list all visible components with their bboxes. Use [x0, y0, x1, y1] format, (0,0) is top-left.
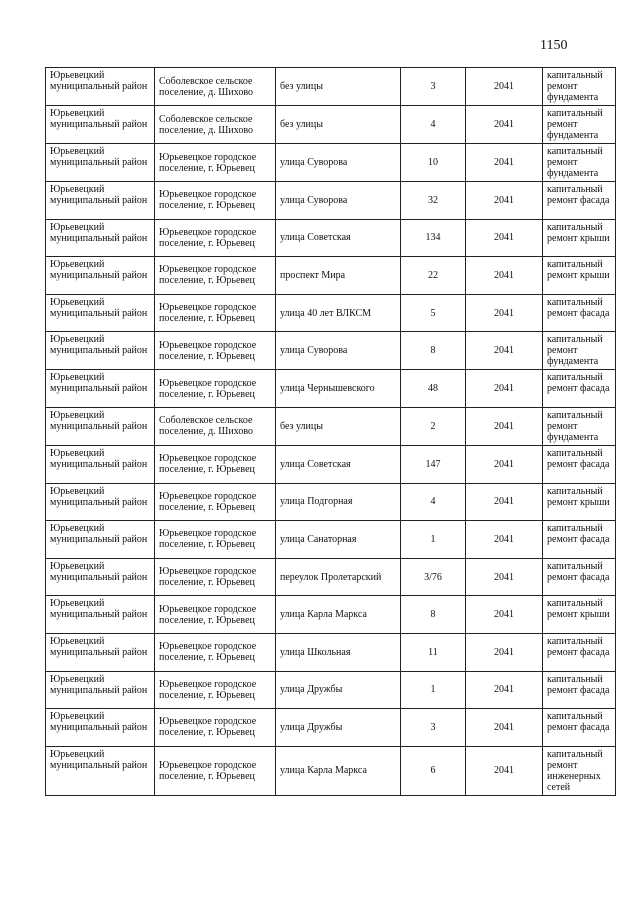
year-cell: 2041 [466, 596, 543, 634]
work-type-cell: капитальный ремонт фундамента [543, 332, 616, 370]
table-row [46, 182, 616, 220]
street-cell: проспект Мира [276, 257, 401, 295]
house-number-cell: 3 [401, 68, 466, 106]
work-type-cell: капитальный ремонт инженерных сетей [543, 746, 616, 795]
table-row [46, 257, 616, 295]
district-cell: Юрьевецкий муниципальный район [46, 521, 155, 559]
district-cell: Юрьевецкий муниципальный район [46, 106, 155, 144]
work-type-cell: капитальный ремонт фасада [543, 445, 616, 483]
street-cell: переулок Пролетарский [276, 558, 401, 596]
year-cell: 2041 [466, 257, 543, 295]
table-row [46, 671, 616, 709]
street-cell: улица Карла Маркса [276, 596, 401, 634]
district-cell: Юрьевецкий муниципальный район [46, 558, 155, 596]
street-cell: улица 40 лет ВЛКСМ [276, 294, 401, 332]
year-cell: 2041 [466, 332, 543, 370]
street-cell: улица Суворова [276, 182, 401, 220]
settlement-cell: Юрьевецкое городское поселение, г. Юрьевец [155, 144, 276, 182]
settlement-cell: Юрьевецкое городское поселение, г. Юрьевец [155, 671, 276, 709]
work-type-cell: капитальный ремонт фундамента [543, 106, 616, 144]
settlement-cell: Юрьевецкое городское поселение, г. Юрьевец [155, 294, 276, 332]
year-cell: 2041 [466, 633, 543, 671]
house-number-cell: 147 [401, 445, 466, 483]
settlement-cell: Юрьевецкое городское поселение, г. Юрьевец [155, 558, 276, 596]
work-type-cell: капитальный ремонт фасада [543, 671, 616, 709]
settlement-cell: Юрьевецкое городское поселение, г. Юрьевец [155, 596, 276, 634]
settlement-cell: Юрьевецкое городское поселение, г. Юрьевец [155, 257, 276, 295]
table-row [46, 106, 616, 144]
district-cell: Юрьевецкий муниципальный район [46, 294, 155, 332]
street-cell: улица Дружбы [276, 671, 401, 709]
table-body [46, 68, 616, 796]
settlement-cell: Юрьевецкое городское поселение, г. Юрьевец [155, 182, 276, 220]
district-cell: Юрьевецкий муниципальный район [46, 746, 155, 795]
table-row [46, 521, 616, 559]
house-number-cell: 48 [401, 370, 466, 408]
street-cell: без улицы [276, 407, 401, 445]
work-type-cell: капитальный ремонт крыши [543, 596, 616, 634]
work-type-cell: капитальный ремонт фундамента [543, 144, 616, 182]
year-cell: 2041 [466, 558, 543, 596]
table-row [46, 407, 616, 445]
street-cell: улица Советская [276, 445, 401, 483]
settlement-cell: Соболевское сельское поселение, д. Шихово [155, 68, 276, 106]
settlement-cell: Юрьевецкое городское поселение, г. Юрьевец [155, 370, 276, 408]
table-row [46, 633, 616, 671]
district-cell: Юрьевецкий муниципальный район [46, 370, 155, 408]
year-cell: 2041 [466, 294, 543, 332]
district-cell: Юрьевецкий муниципальный район [46, 483, 155, 521]
year-cell: 2041 [466, 370, 543, 408]
page-number: 1150 [540, 38, 568, 53]
street-cell: улица Суворова [276, 332, 401, 370]
house-number-cell: 5 [401, 294, 466, 332]
year-cell: 2041 [466, 407, 543, 445]
year-cell: 2041 [466, 144, 543, 182]
work-type-cell: капитальный ремонт фасада [543, 558, 616, 596]
settlement-cell: Юрьевецкое городское поселение, г. Юрьевец [155, 332, 276, 370]
street-cell: улица Подгорная [276, 483, 401, 521]
district-cell: Юрьевецкий муниципальный район [46, 633, 155, 671]
table-row [46, 68, 616, 106]
house-number-cell: 2 [401, 407, 466, 445]
settlement-cell: Юрьевецкое городское поселение, г. Юрьевец [155, 219, 276, 257]
settlement-cell: Соболевское сельское поселение, д. Шихово [155, 407, 276, 445]
work-type-cell: капитальный ремонт крыши [543, 483, 616, 521]
settlement-cell: Юрьевецкое городское поселение, г. Юрьевец [155, 633, 276, 671]
district-cell: Юрьевецкий муниципальный район [46, 671, 155, 709]
year-cell: 2041 [466, 483, 543, 521]
work-type-cell: капитальный ремонт крыши [543, 219, 616, 257]
district-cell: Юрьевецкий муниципальный район [46, 332, 155, 370]
house-number-cell: 11 [401, 633, 466, 671]
street-cell: улица Дружбы [276, 709, 401, 747]
table-row [46, 370, 616, 408]
street-cell: улица Советская [276, 219, 401, 257]
settlement-cell: Юрьевецкое городское поселение, г. Юрьевец [155, 521, 276, 559]
house-number-cell: 22 [401, 257, 466, 295]
house-number-cell: 134 [401, 219, 466, 257]
street-cell: улица Суворова [276, 144, 401, 182]
house-number-cell: 1 [401, 521, 466, 559]
district-cell: Юрьевецкий муниципальный район [46, 68, 155, 106]
table-row [46, 709, 616, 747]
house-number-cell: 6 [401, 746, 466, 795]
settlement-cell: Юрьевецкое городское поселение, г. Юрьевец [155, 483, 276, 521]
district-cell: Юрьевецкий муниципальный район [46, 144, 155, 182]
street-cell: улица Санаторная [276, 521, 401, 559]
year-cell: 2041 [466, 521, 543, 559]
work-type-cell: капитальный ремонт фасада [543, 294, 616, 332]
street-cell: без улицы [276, 106, 401, 144]
table-row [46, 219, 616, 257]
work-type-cell: капитальный ремонт крыши [543, 257, 616, 295]
street-cell: без улицы [276, 68, 401, 106]
work-type-cell: капитальный ремонт фасада [543, 633, 616, 671]
table-row [46, 746, 616, 795]
table-row [46, 558, 616, 596]
district-cell: Юрьевецкий муниципальный район [46, 257, 155, 295]
district-cell: Юрьевецкий муниципальный район [46, 407, 155, 445]
year-cell: 2041 [466, 106, 543, 144]
house-number-cell: 4 [401, 483, 466, 521]
year-cell: 2041 [466, 746, 543, 795]
year-cell: 2041 [466, 219, 543, 257]
table-row [46, 294, 616, 332]
house-number-cell: 10 [401, 144, 466, 182]
district-cell: Юрьевецкий муниципальный район [46, 445, 155, 483]
settlement-cell: Юрьевецкое городское поселение, г. Юрьевец [155, 746, 276, 795]
year-cell: 2041 [466, 709, 543, 747]
work-type-cell: капитальный ремонт фундамента [543, 407, 616, 445]
repair-schedule-table [45, 67, 616, 796]
house-number-cell: 3 [401, 709, 466, 747]
settlement-cell: Соболевское сельское поселение, д. Шихово [155, 106, 276, 144]
house-number-cell: 3/76 [401, 558, 466, 596]
table-row [46, 483, 616, 521]
table-row [46, 445, 616, 483]
table-row [46, 332, 616, 370]
year-cell: 2041 [466, 671, 543, 709]
district-cell: Юрьевецкий муниципальный район [46, 596, 155, 634]
district-cell: Юрьевецкий муниципальный район [46, 219, 155, 257]
table-row [46, 144, 616, 182]
house-number-cell: 32 [401, 182, 466, 220]
street-cell: улица Чернышевского [276, 370, 401, 408]
district-cell: Юрьевецкий муниципальный район [46, 709, 155, 747]
district-cell: Юрьевецкий муниципальный район [46, 182, 155, 220]
work-type-cell: капитальный ремонт фасада [543, 709, 616, 747]
work-type-cell: капитальный ремонт фасада [543, 370, 616, 408]
house-number-cell: 8 [401, 596, 466, 634]
house-number-cell: 4 [401, 106, 466, 144]
house-number-cell: 8 [401, 332, 466, 370]
table-row [46, 596, 616, 634]
year-cell: 2041 [466, 182, 543, 220]
year-cell: 2041 [466, 445, 543, 483]
year-cell: 2041 [466, 68, 543, 106]
work-type-cell: капитальный ремонт фасада [543, 182, 616, 220]
work-type-cell: капитальный ремонт фасада [543, 521, 616, 559]
settlement-cell: Юрьевецкое городское поселение, г. Юрьевец [155, 709, 276, 747]
street-cell: улица Школьная [276, 633, 401, 671]
work-type-cell: капитальный ремонт фундамента [543, 68, 616, 106]
settlement-cell: Юрьевецкое городское поселение, г. Юрьевец [155, 445, 276, 483]
house-number-cell: 1 [401, 671, 466, 709]
street-cell: улица Карла Маркса [276, 746, 401, 795]
